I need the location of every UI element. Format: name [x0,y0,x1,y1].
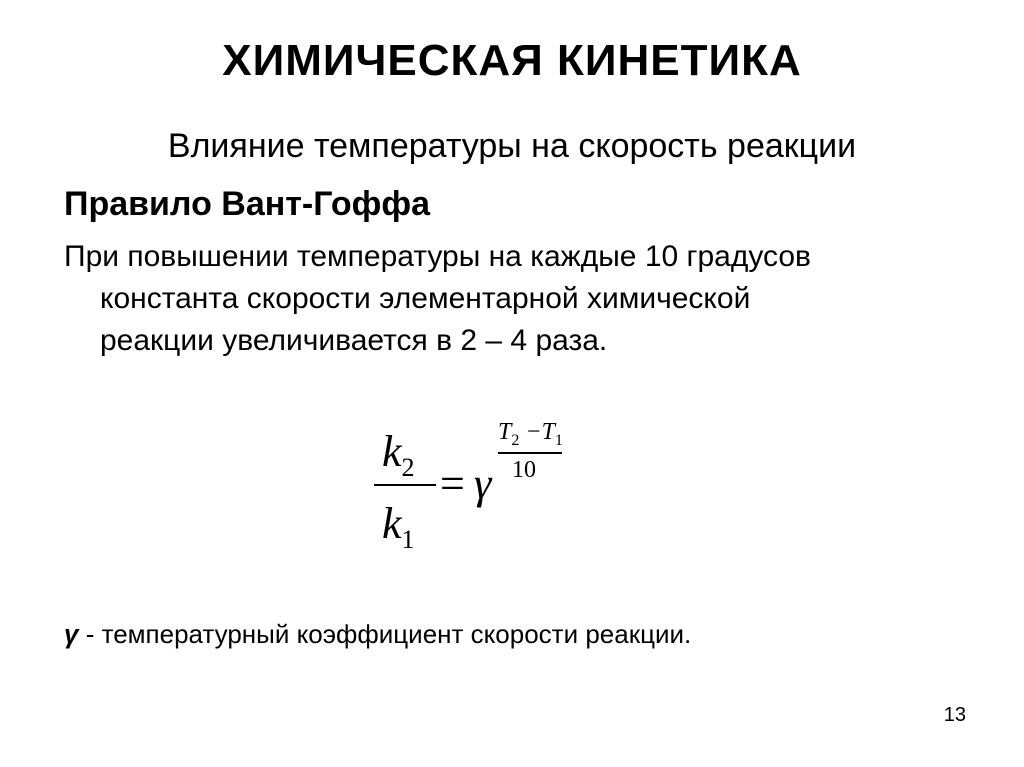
formula-exp-t2: T [498,419,512,445]
gamma-note-text: - температурный коэффициент скорости реакции. [78,619,692,649]
formula-exponent-bar [498,452,562,454]
formula-exponent-denominator: 10 [512,457,536,483]
vant-hoff-formula [360,416,600,576]
rule-heading: Правило Вант-Гоффа [64,185,431,223]
formula-exp-minus: − [519,419,542,445]
formula-denominator-sub: 1 [401,525,415,554]
rule-text-line-3: реакции увеличивается в 2 – 4 раза. [100,324,608,357]
formula-gamma: γ [474,459,492,508]
rule-text-line-2: константа скорости элементарной химической [100,282,751,315]
rule-text [64,236,964,362]
formula-denominator [382,500,415,564]
formula-numerator-sub: 2 [401,453,415,482]
formula-fraction-bar [374,484,436,486]
formula-exponent-numerator [498,418,563,455]
slide-subtitle: Влияние температуры на скорость реакции [167,127,857,165]
page-number: 13 [943,704,966,726]
gamma-note [64,616,691,652]
formula-equals: = [440,459,465,508]
rule-text-line-1: При повышении температуры на каждые 10 градусов [64,240,811,273]
gamma-note-symbol: γ [64,619,79,649]
formula-numerator-var: k [382,427,402,476]
formula-exp-t1-sub: 1 [554,432,563,449]
formula-exp-t2-sub: 2 [511,432,520,449]
formula-denominator-var: k [382,499,402,548]
formula-numerator [382,428,415,492]
slide-title: ХИМИЧЕСКАЯ КИНЕТИКА [222,36,802,85]
formula-exp-t1: T [541,419,555,445]
